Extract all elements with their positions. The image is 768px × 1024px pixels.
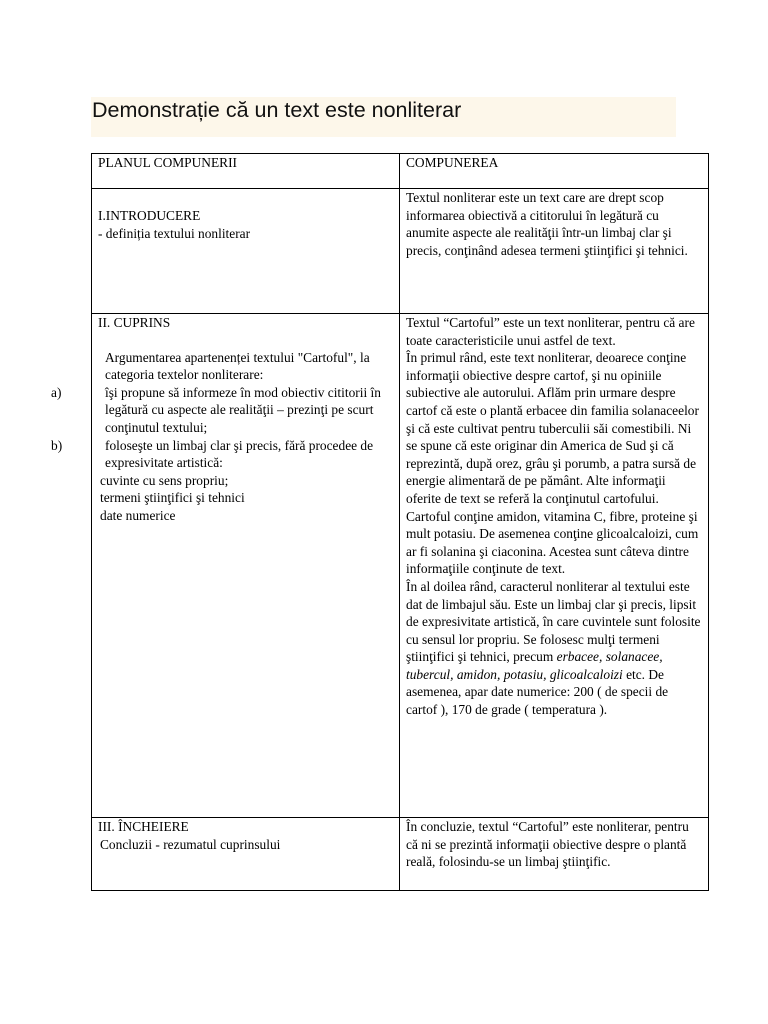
conclusion-plan-cell (92, 818, 400, 891)
body-argument: Argumentarea apartenenței textului "Cartoful", la categoria textelor nonliterare: (105, 349, 370, 383)
body-heading: II. CUPRINS (98, 315, 171, 330)
body-plan-cell (51, 314, 400, 818)
body-text-3-terms: erbacee, solanacee, tubercul, amidon, potasiu, glicoalcaloizi (406, 649, 663, 682)
sub-point-3: date numerice (100, 507, 176, 523)
header-composition: COMPUNEREA (400, 154, 709, 189)
body-text-3-end: etc. De asemenea, apar date numerice: 200 ( de specii de cartof ), 170 de grade ( temperatura ). (406, 666, 669, 718)
list-marker-b: b) (51, 437, 63, 453)
body-text-3 (406, 578, 702, 719)
list-item-a (51, 384, 393, 437)
list-item-b-text: foloseşte un limbaj clar şi precis, fără procedee de expresivitate artistică: (105, 437, 374, 471)
table-row-introduction (92, 189, 709, 314)
title-banner (91, 97, 676, 137)
intro-text-cell (400, 189, 709, 314)
intro-plan-cell (92, 189, 400, 314)
sub-point-2: termeni ştiinţifici şi tehnici (100, 490, 245, 506)
intro-subpoint: - definiția textului nonliterar (98, 225, 251, 241)
header-plan: PLANUL COMPUNERII (92, 154, 400, 189)
conclusion-text-cell (400, 818, 709, 891)
body-text-2: În primul rând, este text nonliterar, deoarece conţine informaţii obiective despre cartof, şi nu opiniile subiective ale autorului. Aflăm prin urmare despre cartof că este o plantă erbacee din familia solanaceelor şi că este cultivat pentru tuberculii săi comestibili. Ni se spune că este originar din America de Sud şi că reprezintă, după orez, grâu şi porumb, a patra sursă de energie alimentară de pe pământ. Alte informaţii oferite de text se referă la conţinutul cartofului. Cartoful conţine amidon, vitamina C, fibre, proteine şi mult potasiu. De asemenea conţine glicoalcaloizi, cum ar fi solanina şi ciaconina. Acestea sunt câteva dintre informaţiile conţinute de text. (406, 350, 699, 577)
table-row-conclusion (92, 818, 709, 891)
page-title: Demonstrație că un text este nonliterar (92, 98, 462, 122)
list-item-a-text: îşi propune să informeze în mod obiectiv cititorii în legătură cu aspecte ale realităţii – prezinţi pe scurt conţinutul textului; (105, 384, 381, 435)
composition-table (51, 153, 709, 891)
table-row-body (92, 314, 709, 818)
body-text-3-start: În al doilea rând, caracterul nonliterar al textului este dat de limbajul său. Este un limbaj clar şi precis, lipsit de expresivitate artistică, în care cuvintele sunt folosite cu sensul lor propriu. Se folosesc mulţi termeni ştiinţifici şi tehnici, precum (406, 578, 701, 665)
sub-point-1: cuvinte cu sens propriu; (100, 472, 229, 488)
conclusion-text: În concluzie, textul “Cartoful” este nonliterar, pentru că ni se prezintă informaţii obiective despre o plantă reală, folosindu-se un limbaj ştiinţific. (406, 819, 689, 870)
intro-heading: I.INTRODUCERE (98, 208, 201, 223)
intro-text: Textul nonliterar este un text care are drept scop informarea obiectivă a cititorului în legătură cu anumite aspecte ale realităţii într-un limbaj clar şi precis, conţinând adesea termeni ştiinţifici şi tehnici. (406, 190, 688, 258)
body-text-1: Textul “Cartoful” este un text nonliterar, pentru că are toate caracteristicile unui astfel de text. (406, 315, 695, 348)
list-item-b (51, 437, 393, 472)
conclusion-subpoint: Concluzii - rezumatul cuprinsului (100, 836, 281, 852)
table-header-row (92, 154, 709, 189)
body-text-cell (400, 314, 709, 818)
conclusion-heading: III. ÎNCHEIERE (98, 819, 189, 834)
list-marker-a: a) (51, 384, 62, 400)
